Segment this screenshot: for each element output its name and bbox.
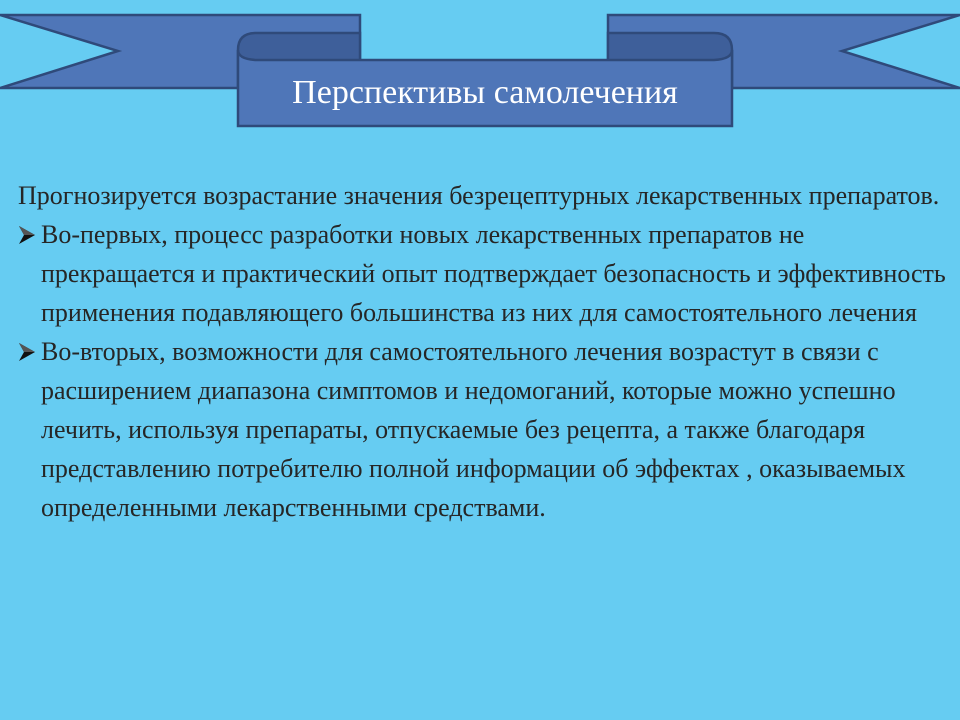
arrowhead-bullet-icon (18, 215, 38, 254)
slide-title: Перспективы самолечения (292, 74, 678, 111)
intro-text: Прогнозируется возрастание значения безрецептурных лекарственных препаратов. (18, 181, 940, 210)
bullet-item (18, 215, 958, 332)
slide-content (18, 176, 958, 527)
arrowhead-bullet-icon (18, 332, 38, 371)
bullet-list (18, 215, 958, 527)
bullet-text: Во-вторых, возможности для самостоятельного лечения возрастут в связи с расширением диапазона симптомов и недомоганий, которые можно успешно лечить, используя препараты, отпускаемые без рецепта, а также благодаря представлению потребителю полной информации об эффектах , оказываемых определенными лекарственными средствами. (41, 337, 906, 522)
bullet-item (18, 332, 958, 527)
bullet-text: Во-первых, процесс разработки новых лекарственных препаратов не прекращается и практический опыт подтверждает безопасность и эффективность применения подавляющего большинства из них для самостоятельного лечения (41, 220, 946, 327)
